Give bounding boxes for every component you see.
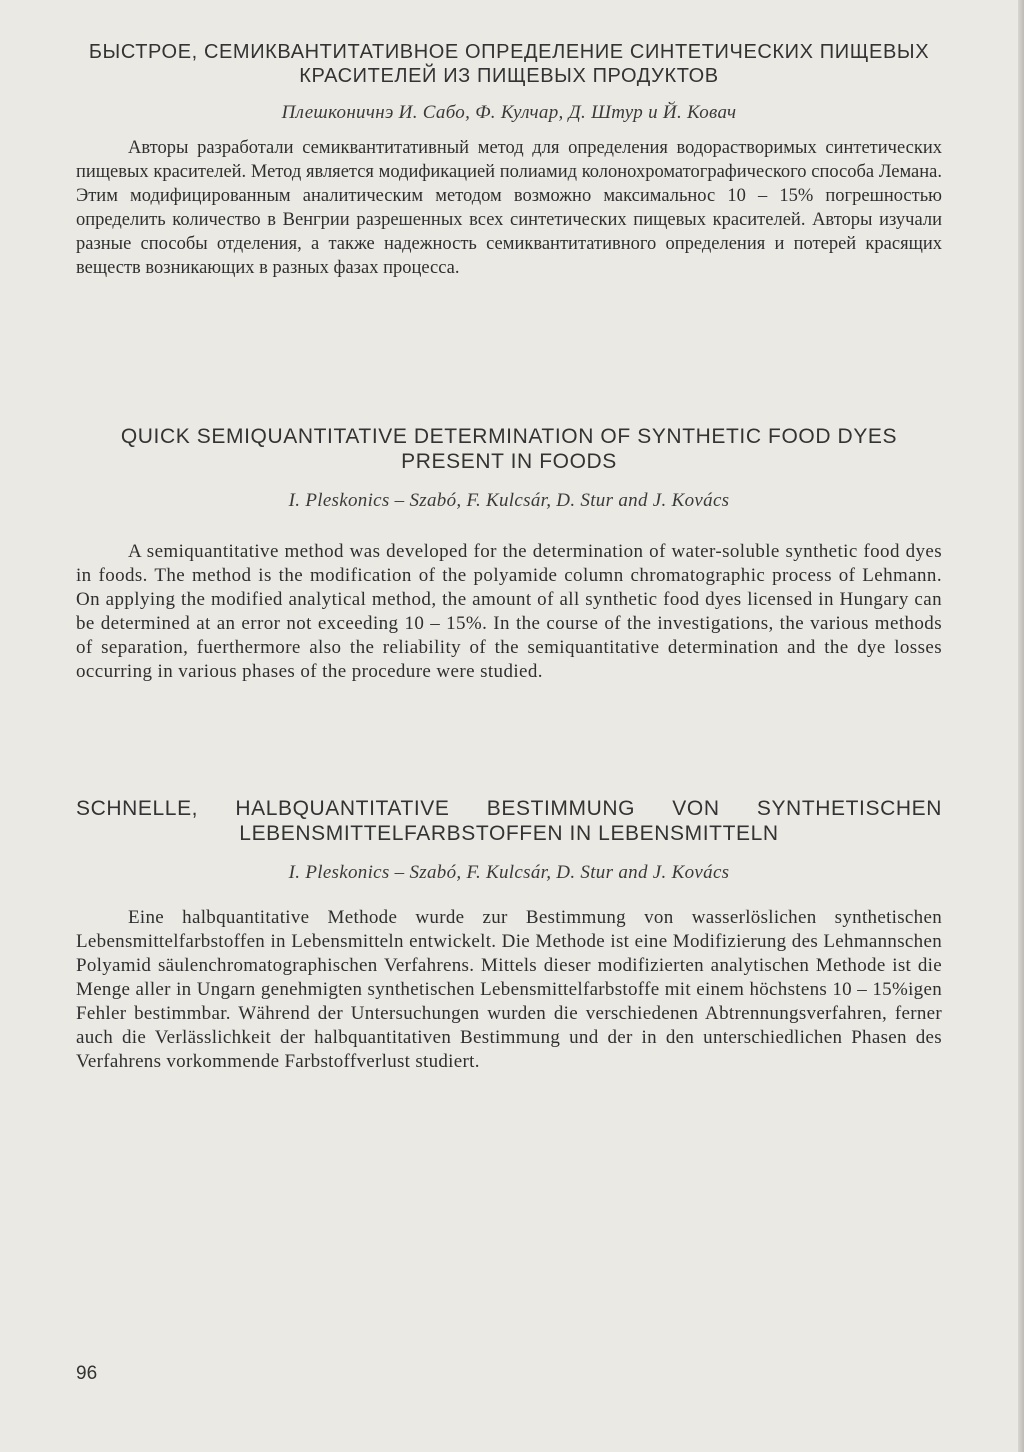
section-authors: Плешконичнэ И. Сабо, Ф. Кулчар, Д. Штур и Й. Ковач — [281, 102, 737, 123]
section-title: SCHNELLE, HALBQUANTITATIVE BESTIMMUNG VON SYNTHETISCHEN LEBENSMITTELFARBSTOFFEN IN LEBENSMITTELN — [76, 797, 942, 845]
english-abstract-section — [76, 424, 942, 684]
section-title: QUICK SEMIQUANTITATIVE DETERMINATION OF SYNTHETIC FOOD DYES PRESENT IN FOODS — [120, 425, 898, 473]
german-abstract-section — [76, 796, 942, 1074]
section-authors: I. Pleskonics – Szabó, F. Kulcsár, D. Stur and J. Kovács — [288, 490, 730, 511]
section-abstract: Авторы разработали семиквантитативный метод для определения водорастворимых синтетических пищевых красителей. Метод является модификацией полиамид колонохроматографического способа Лемана. Этим модифицированным аналитическим методом возможно максимальнос 10 – 15% погрешностью определить количество в Венгрии разрешенных всех синтетических пищевых красителей. Авторы изучали разные способы отделения, а также надежность семиквантитативного определения и потерей красящих веществ возникающих в разных фазах процесса. — [76, 138, 942, 278]
page-number: 96 — [76, 1363, 98, 1384]
section-title: БЫСТРОЕ, СЕМИКВАНТИТАТИВНОЕ ОПРЕДЕЛЕНИЕ СИНТЕТИЧЕСКИХ ПИЩЕВЫХ КРАСИТЕЛЕЙ ИЗ ПИЩЕВЫХ ПРОДУКТОВ — [88, 41, 930, 87]
section-abstract: Eine halbquantitative Methode wurde zur Bestimmung von wasserlöslichen synthetischen Lebensmittelfarbstoffen in Lebensmitteln entwickelt. Die Methode ist eine Modifizierung des Lehmannschen Polyamid säulenchromatographischen Verfahrens. Mittels dieser modifizierten analytischen Methode ist die Menge aller in Ungarn genehmigten synthetischen Lebensmittelfarbstoffe mit einem höchstens 10 – 15%igen Fehler bestimmbar. Während der Untersuchungen wurden die verschiedenen Abtrennungsverfahren, ferner auch die Verlässlichkeit der halbquantitativen Bestimmung und der in den unterschiedlichen Phasen des Verfahrens vorkommende Farbstoffverlust studiert. — [76, 907, 942, 1072]
section-abstract: A semiquantitative method was developed for the determination of water-soluble synthetic food dyes in foods. The method is the modification of the polyamide column chromatographic process of Lehmann. On applying the modified analytical method, the amount of all synthetic food dyes licensed in Hungary can be determined at an error not exceeding 10 – 15%. In the course of the investigations, the various methods of separation, fuerthermore also the reliability of the semiquantitative determination and the dye losses occurring in various phases of the procedure were studied. — [76, 541, 942, 682]
scan-edge — [1018, 0, 1024, 1452]
russian-abstract-section — [76, 40, 942, 280]
section-authors: I. Pleskonics – Szabó, F. Kulcsár, D. Stur and J. Kovács — [288, 862, 730, 883]
